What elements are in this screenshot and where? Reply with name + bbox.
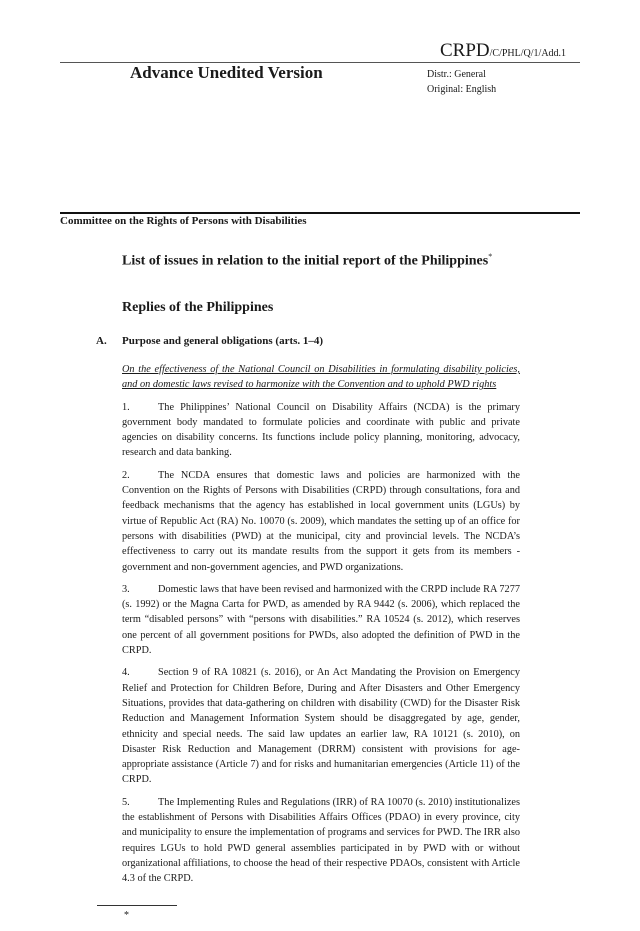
title-text: List of issues in relation to the initial report of the Philippines: [122, 253, 489, 269]
document-title: [122, 248, 502, 271]
symbol-suffix: /C/PHL/Q/1/Add.1: [489, 48, 567, 59]
committee-rule: [60, 212, 580, 214]
version-label: Advance Unedited Version: [130, 63, 323, 82]
paragraph-2: [122, 468, 520, 575]
paragraph-text: The Philippines’ National Council on Disability Affairs (NCDA) is the primary government body mandated to formulate policies and coordinate with public and private agencies on disability concerns. Its functions include policy planning, monitoring, advocacy, research and data banking.: [122, 401, 520, 459]
paragraph-number: 2.: [122, 469, 130, 481]
paragraph-text: Domestic laws that have been revised and harmonized with the CRPD include RA 7277 (s. 1992) or the Magna Carta for PWD, as amended by RA 9442 (s. 2006), which replaced the term “disabled persons” with “persons with disabilities.” RA 10524 (s. 2012), which reserves one percent of all government positions for PWDs, also adopted the definition of PWD in the CRPD.: [122, 583, 520, 657]
paragraph-1: [122, 400, 520, 461]
section-title: Purpose and general obligations (arts. 1–4): [122, 335, 324, 347]
paragraph-text: Section 9 of RA 10821 (s. 2016), or An Act Mandating the Provision on Emergency Relief and Protection for Children Before, During and After Disasters and Other Emergency Situations, provides that data-gathering on children with disability (CWD) for the Disaster Risk Reduction and Management Information System should be disaggregated by age, gender, ethnicity and special needs. The said law updates an earlier law, RA 10121 (s. 2010), on Disaster Risk Reduction and Management (DRRM) consistent with provisions for age-appropriate assistance (Article 7) and for risks and humanitarian emergencies (Article 11) of the CRPD.: [122, 667, 520, 786]
paragraph-4: [122, 665, 520, 787]
original-language: Original: English: [427, 84, 497, 95]
paragraph-text: The NCDA ensures that domestic laws and policies are harmonized with the Convention on the Rights of Persons with Disabilities (CRPD) through consultations, fora and feedback mechanisms that the agency has established in local government units (LGUs) by virtue of Republic Act (RA) No. 10070 (s. 2009), which mandates the setting up of an office for persons with disabilities (PWD) at the municipal, city and provincial levels. The NCDA’s effectiveness to carry out its mandate results from the support it gets from its members - government and non-government agencies, and PWD organizations.: [122, 469, 520, 573]
paragraph-number: 5.: [122, 796, 130, 808]
subheading: On the effectiveness of the National Council on Disabilities in formulating disability policies, and on domestic laws revised to harmonize with the Convention and to uphold PWD rights: [122, 364, 520, 391]
paragraph-3: [122, 582, 520, 658]
paragraph-number: 4.: [122, 667, 130, 679]
section-number: A.: [96, 335, 107, 347]
footnote-mark[interactable]: *: [488, 252, 493, 261]
document-subtitle: Replies of the Philippines: [122, 300, 274, 315]
committee-name: Committee on the Rights of Persons with Disabilities: [60, 215, 307, 227]
paragraph-5: [122, 795, 520, 887]
body-text: [0, 362, 640, 931]
distribution: Distr.: General: [427, 69, 486, 80]
symbol-main: CRPD: [440, 40, 490, 61]
paragraph-text: The Implementing Rules and Regulations (IRR) of RA 10070 (s. 2010) institutionalizes the establishment of Persons with Disabilities Affairs Offices (PDAO) in every province, city and municipality to ensure the implementation of programs and services for PWD. The IRR also requires LGUs to hold PWD general assemblies participated in by PWD with or without organizational affiliations, to choose the head of their respective PDAOs, consistent with Article 4.3 of the CRPD.: [122, 796, 520, 885]
document-symbol: [440, 40, 566, 62]
distribution-info: [427, 67, 496, 97]
paragraph-number: 3.: [122, 583, 130, 595]
paragraph-number: 1.: [122, 401, 130, 413]
footnote: *: [124, 909, 129, 921]
